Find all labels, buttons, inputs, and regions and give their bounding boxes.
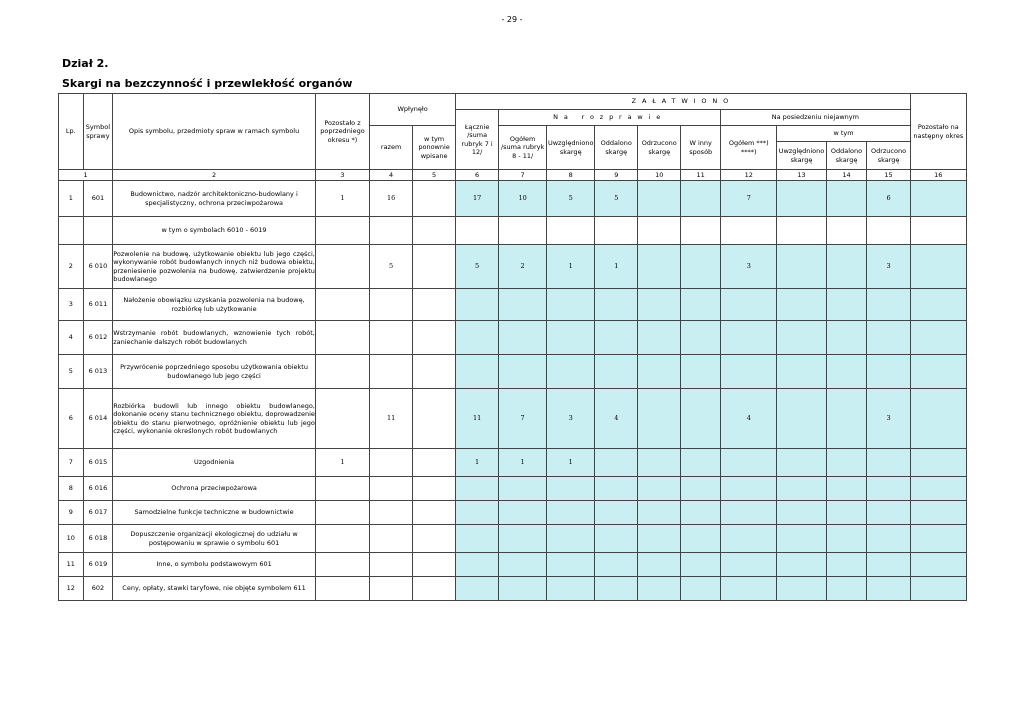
row-value	[826, 553, 867, 577]
header-w-tym: w tym	[777, 126, 910, 142]
row-value	[547, 289, 595, 321]
row-value	[777, 501, 826, 525]
row-value: 1	[547, 245, 595, 289]
table-row	[59, 577, 967, 601]
row-value	[547, 477, 595, 501]
row-lp: 8	[59, 477, 84, 501]
row-value	[315, 553, 369, 577]
row-value	[867, 217, 910, 245]
table-row	[59, 321, 967, 355]
row-value-remaining	[910, 577, 966, 601]
row-value	[315, 477, 369, 501]
row-description: Uzgodnienia	[113, 449, 316, 477]
header-uwzgledniono-2: Uwzględniono skargę	[777, 142, 826, 170]
row-value	[826, 577, 867, 601]
row-value: 3	[721, 245, 777, 289]
table-row	[59, 217, 967, 245]
row-value-remaining	[910, 181, 966, 217]
row-lp: 1	[59, 181, 84, 217]
row-symbol: 6 012	[83, 321, 113, 355]
table-row	[59, 245, 967, 289]
row-value	[777, 245, 826, 289]
row-symbol: 6 017	[83, 501, 113, 525]
row-value	[413, 245, 456, 289]
header-wplynelo: Wpłynęło	[370, 94, 456, 126]
row-value	[826, 321, 867, 355]
row-value	[547, 217, 595, 245]
row-value	[826, 355, 867, 389]
row-value	[681, 321, 721, 355]
row-value	[721, 289, 777, 321]
row-value-remaining	[910, 553, 966, 577]
row-value	[315, 355, 369, 389]
row-value	[370, 477, 413, 501]
row-lp: 10	[59, 525, 84, 553]
row-value	[499, 553, 547, 577]
row-value	[456, 321, 499, 355]
row-symbol: 6 010	[83, 245, 113, 289]
row-value: 5	[456, 245, 499, 289]
row-symbol: 602	[83, 577, 113, 601]
column-number: 10	[638, 170, 681, 181]
table-body	[59, 181, 967, 601]
row-value	[413, 525, 456, 553]
row-value	[777, 577, 826, 601]
column-number: 2	[113, 170, 316, 181]
row-value	[638, 449, 681, 477]
row-value	[777, 181, 826, 217]
row-lp: 5	[59, 355, 84, 389]
header-na-rozprawie: Na rozprawie	[499, 110, 721, 126]
row-lp: 11	[59, 553, 84, 577]
row-value: 6	[867, 181, 910, 217]
header-ogolem-posiedzenie: Ogółem ***) ****)	[721, 126, 777, 170]
row-value-remaining	[910, 355, 966, 389]
row-value-remaining	[910, 289, 966, 321]
header-odrzucono-2: Odrzucono skargę	[867, 142, 910, 170]
column-number: 14	[826, 170, 867, 181]
row-value	[867, 577, 910, 601]
row-value	[370, 449, 413, 477]
row-value	[777, 449, 826, 477]
row-value	[547, 355, 595, 389]
row-value	[456, 577, 499, 601]
row-value-remaining	[910, 477, 966, 501]
row-value	[721, 321, 777, 355]
row-lp: 12	[59, 577, 84, 601]
row-value: 1	[547, 449, 595, 477]
row-value	[456, 477, 499, 501]
row-value	[499, 477, 547, 501]
row-lp: 9	[59, 501, 84, 525]
table-row	[59, 355, 967, 389]
row-symbol: 6 016	[83, 477, 113, 501]
row-symbol: 601	[83, 181, 113, 217]
row-value	[638, 355, 681, 389]
row-lp	[59, 217, 84, 245]
row-value	[681, 525, 721, 553]
row-value	[370, 501, 413, 525]
row-description: Wstrzymanie robót budowlanych, wznowienie tych robót, zaniechanie dalszych robót budowlanych	[113, 321, 316, 355]
row-value	[315, 289, 369, 321]
row-value	[456, 355, 499, 389]
row-value	[370, 577, 413, 601]
row-value	[315, 577, 369, 601]
row-lp: 4	[59, 321, 84, 355]
row-value	[721, 477, 777, 501]
row-value	[867, 553, 910, 577]
row-value-remaining	[910, 525, 966, 553]
row-value-remaining	[910, 245, 966, 289]
row-value	[456, 289, 499, 321]
row-value	[681, 389, 721, 449]
column-number: 12	[721, 170, 777, 181]
row-value	[681, 355, 721, 389]
row-value	[547, 321, 595, 355]
row-value	[681, 181, 721, 217]
row-value: 1	[456, 449, 499, 477]
page-number: - 29 -	[501, 15, 523, 24]
header-oddalono-2: Oddalono skargę	[826, 142, 867, 170]
row-value	[499, 321, 547, 355]
row-value	[413, 577, 456, 601]
row-value	[638, 501, 681, 525]
row-value	[499, 577, 547, 601]
header-razem: razem	[370, 126, 413, 170]
row-description: Ochrona przeciwpożarowa	[113, 477, 316, 501]
header-zalatwiono: ZAŁATWIONO	[456, 94, 911, 110]
row-value	[638, 289, 681, 321]
row-value: 16	[370, 181, 413, 217]
header-lacznie: Łącznie /suma rubryk 7 i 12/	[456, 110, 499, 170]
row-value	[413, 181, 456, 217]
row-symbol: 6 014	[83, 389, 113, 449]
row-value	[777, 321, 826, 355]
row-value	[315, 321, 369, 355]
row-value	[777, 389, 826, 449]
row-value	[315, 245, 369, 289]
row-value	[413, 289, 456, 321]
row-value	[315, 389, 369, 449]
row-description: w tym o symbolach 6010 - 6019	[113, 217, 316, 245]
row-value	[413, 389, 456, 449]
row-lp: 7	[59, 449, 84, 477]
row-value	[721, 577, 777, 601]
row-value	[315, 501, 369, 525]
row-value: 17	[456, 181, 499, 217]
row-value	[413, 449, 456, 477]
row-value	[595, 577, 638, 601]
header-ogolem-rozprawa: Ogółem /suma rubryk 8 - 11/	[499, 126, 547, 170]
row-value: 5	[547, 181, 595, 217]
table-row	[59, 289, 967, 321]
row-value: 10	[499, 181, 547, 217]
header-w-tym-ponownie: w tym ponownie wpisane	[413, 126, 456, 170]
column-number: 3	[315, 170, 369, 181]
column-number: 7	[499, 170, 547, 181]
header-symbol: Symbol sprawy	[83, 94, 113, 170]
header-uwzgledniono: Uwzględniono skargę	[547, 126, 595, 170]
row-value	[370, 289, 413, 321]
header-na-posiedzeniu: Na posiedzeniu niejawnym	[721, 110, 910, 126]
row-value	[638, 525, 681, 553]
row-value-remaining	[910, 217, 966, 245]
row-value	[826, 477, 867, 501]
row-value-remaining	[910, 449, 966, 477]
row-value	[826, 449, 867, 477]
row-value	[456, 501, 499, 525]
row-value: 3	[867, 245, 910, 289]
row-value	[499, 289, 547, 321]
row-description: Pozwolenie na budowę, użytkowanie obiektu lub jego części, wykonywanie robót budowlanych innych niż budowa obiektu, przeniesienie pozwolenia na budowę, zatwierdzenie projektu budowlanego	[113, 245, 316, 289]
row-value	[826, 217, 867, 245]
row-value	[867, 477, 910, 501]
row-value: 2	[499, 245, 547, 289]
row-value	[413, 553, 456, 577]
row-value	[721, 553, 777, 577]
row-value	[681, 245, 721, 289]
row-value	[638, 389, 681, 449]
complaints-table	[58, 93, 967, 601]
row-value: 4	[595, 389, 638, 449]
row-symbol: 6 018	[83, 525, 113, 553]
row-value	[721, 501, 777, 525]
row-value	[721, 217, 777, 245]
row-value	[638, 321, 681, 355]
row-description: Inne, o symbolu podstawowym 601	[113, 553, 316, 577]
row-value	[370, 217, 413, 245]
row-value	[721, 355, 777, 389]
table-row	[59, 389, 967, 449]
row-value	[595, 449, 638, 477]
row-value	[370, 525, 413, 553]
row-value	[595, 321, 638, 355]
row-value: 1	[315, 449, 369, 477]
row-value	[413, 355, 456, 389]
column-number: 16	[910, 170, 966, 181]
row-value	[370, 355, 413, 389]
row-value	[413, 501, 456, 525]
table-title: Skargi na bezczynność i przewlekłość organów	[62, 77, 353, 90]
row-value	[499, 355, 547, 389]
section-title: Dział 2.	[62, 57, 109, 70]
row-value	[595, 217, 638, 245]
row-value	[777, 525, 826, 553]
row-value	[867, 321, 910, 355]
table-row	[59, 501, 967, 525]
row-symbol	[83, 217, 113, 245]
row-value	[547, 577, 595, 601]
row-value	[681, 449, 721, 477]
row-value	[456, 525, 499, 553]
row-value	[777, 355, 826, 389]
header-w-inny-sposob: W inny sposób	[681, 126, 721, 170]
column-number: 9	[595, 170, 638, 181]
row-value	[595, 477, 638, 501]
column-number: 4	[370, 170, 413, 181]
table-row	[59, 525, 967, 553]
row-value	[595, 501, 638, 525]
row-value	[777, 477, 826, 501]
column-number: 6	[456, 170, 499, 181]
row-value	[777, 289, 826, 321]
column-numbers-row	[59, 170, 967, 181]
row-value	[826, 181, 867, 217]
row-value	[681, 501, 721, 525]
row-value	[681, 477, 721, 501]
header-opis: Opis symbolu, przedmioty spraw w ramach symbolu	[113, 94, 316, 170]
row-value	[638, 477, 681, 501]
row-value	[777, 217, 826, 245]
row-value	[413, 321, 456, 355]
column-number: 5	[413, 170, 456, 181]
row-value: 3	[867, 389, 910, 449]
row-value	[499, 525, 547, 553]
row-value	[370, 553, 413, 577]
header-pozostalo-na: Pozostało na następny okres	[910, 94, 966, 170]
row-value	[826, 289, 867, 321]
row-value	[721, 525, 777, 553]
row-value	[547, 501, 595, 525]
row-value	[867, 525, 910, 553]
header-oddalono: Oddalono skargę	[595, 126, 638, 170]
row-symbol: 6 015	[83, 449, 113, 477]
table-row	[59, 477, 967, 501]
header-odrzucono: Odrzucono skargę	[638, 126, 681, 170]
row-symbol: 6 019	[83, 553, 113, 577]
row-value: 7	[721, 181, 777, 217]
row-description: Samodzielne funkcje techniczne w budownictwie	[113, 501, 316, 525]
row-description: Przywrócenie poprzedniego sposobu użytkowania obiektu budowlanego lub jego części	[113, 355, 316, 389]
row-value	[547, 525, 595, 553]
row-value	[595, 553, 638, 577]
row-value	[638, 577, 681, 601]
row-value	[315, 217, 369, 245]
row-value	[826, 501, 867, 525]
row-value-remaining	[910, 389, 966, 449]
row-value	[826, 389, 867, 449]
row-value: 11	[456, 389, 499, 449]
row-value	[595, 355, 638, 389]
row-value	[867, 355, 910, 389]
row-value: 7	[499, 389, 547, 449]
row-value	[721, 449, 777, 477]
row-value	[867, 449, 910, 477]
column-number: 13	[777, 170, 826, 181]
column-number: 8	[547, 170, 595, 181]
row-value: 11	[370, 389, 413, 449]
row-value	[826, 245, 867, 289]
row-value: 3	[547, 389, 595, 449]
row-description: Ceny, opłaty, stawki taryfowe, nie objęte symbolem 611	[113, 577, 316, 601]
row-lp: 3	[59, 289, 84, 321]
row-value	[413, 217, 456, 245]
row-value	[681, 577, 721, 601]
row-value	[413, 477, 456, 501]
header-lp: Lp.	[59, 94, 84, 170]
row-description: Nałożenie obowiązku uzyskania pozwolenia na budowę, rozbiórkę lub użytkowanie	[113, 289, 316, 321]
row-symbol: 6 013	[83, 355, 113, 389]
table-row	[59, 553, 967, 577]
row-value	[681, 289, 721, 321]
row-value	[681, 553, 721, 577]
row-value	[826, 525, 867, 553]
row-value	[638, 553, 681, 577]
row-value	[595, 289, 638, 321]
row-value: 4	[721, 389, 777, 449]
row-description: Rozbiórka budowli lub innego obiektu budowlanego, dokonanie oceny stanu technicznego obiektu, doprowadzenie obiektu do stanu pierwotnego, opróżnienie obiektu lub jego części, wykonanie określonych robót budowlanych	[113, 389, 316, 449]
row-value: 5	[370, 245, 413, 289]
row-value	[777, 553, 826, 577]
row-value	[867, 501, 910, 525]
table-row	[59, 181, 967, 217]
row-symbol: 6 011	[83, 289, 113, 321]
row-value: 1	[315, 181, 369, 217]
row-value	[867, 289, 910, 321]
row-value	[638, 245, 681, 289]
row-lp: 6	[59, 389, 84, 449]
row-value	[499, 217, 547, 245]
table-row	[59, 449, 967, 477]
row-description: Dopuszczenie organizacji ekologicznej do udziału w postępowaniu w sprawie o symbolu 601	[113, 525, 316, 553]
row-value: 1	[499, 449, 547, 477]
row-value: 5	[595, 181, 638, 217]
row-description: Budownictwo, nadzór architektoniczno-budowlany i specjalistyczny, ochrona przeciwpożarowa	[113, 181, 316, 217]
row-value	[456, 553, 499, 577]
row-value	[638, 217, 681, 245]
row-value-remaining	[910, 501, 966, 525]
row-value	[315, 525, 369, 553]
row-value	[595, 525, 638, 553]
header-pozostalo-z: Pozostało z poprzedniego okresu *)	[315, 94, 369, 170]
row-value	[370, 321, 413, 355]
column-number: 15	[867, 170, 910, 181]
row-value	[638, 181, 681, 217]
row-value-remaining	[910, 321, 966, 355]
row-lp: 2	[59, 245, 84, 289]
row-value	[499, 501, 547, 525]
column-number: 11	[681, 170, 721, 181]
row-value	[456, 217, 499, 245]
column-number: 1	[59, 170, 113, 181]
row-value: 1	[595, 245, 638, 289]
row-value	[547, 553, 595, 577]
row-value	[681, 217, 721, 245]
